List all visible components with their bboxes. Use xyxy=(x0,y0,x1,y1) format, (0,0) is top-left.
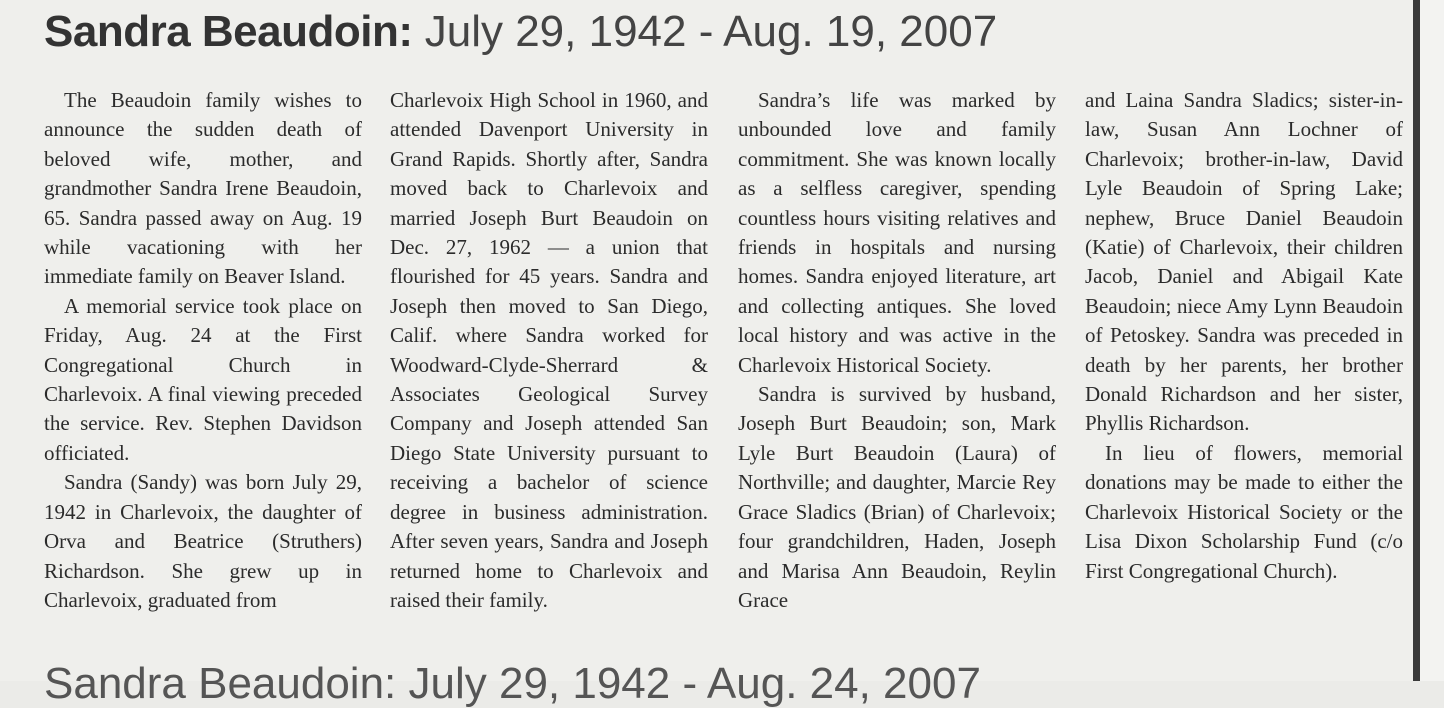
article-column-1 xyxy=(44,86,362,615)
paragraph-survivors-continued: and Laina Sandra Sladics; sister-in-law, Susan Ann Lochner of Charlevoix; brother-in-law, David Lyle Beaudoin of Spring Lake; nephew, Bruce Daniel Beaudoin (Katie) of Charlevoix, their children Jacob, Daniel and Abigail Kate Beaudoin; niece Amy Lynn Beaudoin of Petoskey. Sandra was preceded in death by her parents, her brother Donald Richardson and her sister, Phyllis Richardson. xyxy=(1085,88,1403,436)
paragraph-memorial-donations: In lieu of flowers, memorial donations may be made to either the Charlevoix Historical Society or the Lisa Dixon Scholarship Fund (c/o First Congregational Church). xyxy=(1085,440,1403,583)
obituary-headline xyxy=(44,2,1404,62)
headline-dates: July 29, 1942 - Aug. 19, 2007 xyxy=(424,7,998,56)
paragraph-memorial-service: A memorial service took place on Friday, Aug. 24 at the First Congregational Church in Charlevoix. A final viewing preceded the service. Rev. Stephen Davidson officiated. xyxy=(44,293,362,465)
column-rule xyxy=(1413,0,1420,681)
headline-name: Sandra Beaudoin: xyxy=(44,7,413,56)
paragraph-early-life-continued: Charlevoix High School in 1960, and attended Davenport University in Grand Rapids. Shortly after, Sandra moved back to Charlevoix and married Joseph Burt Beaudoin on Dec. 27, 1962 — a union that flourished for 45 years. Sandra and Joseph then moved to San Diego, Calif. where Sandra worked for Woodward-Clyde-Sherrard & Associates Geological Survey Company and Joseph attended San Diego State University pursuant to receiving a bachelor of science degree in business administration. After seven years, Sandra and Joseph returned home to Charlevoix and raised their family. xyxy=(390,88,708,612)
article-column-2 xyxy=(390,86,708,615)
paragraph-announcement: The Beaudoin family wishes to announce the sudden death of beloved wife, mother, and grandmother Sandra Irene Beaudoin, 65. Sandra passed away on Aug. 19 while vacationing with her immediate family on Beaver Island. xyxy=(44,88,362,289)
paragraph-survivors: Sandra is survived by husband, Joseph Burt Beaudoin; son, Mark Lyle Burt Beaudoin (Laura) of Northville; and daughter, Marcie Rey Grace Sladics (Brian) of Charlevoix; four grandchildren, Haden, Joseph and Marisa Ann Beaudoin, Reylin Grace xyxy=(738,382,1056,612)
cutoff-next-headline: Sandra Beaudoin: July 29, 1942 - Aug. 24, 2007 xyxy=(44,659,981,708)
paragraph-early-life: Sandra (Sandy) was born July 29, 1942 in Charlevoix, the daughter of Orva and Beatrice (Struthers) Richardson. She grew up in Charlevoix, graduated from xyxy=(44,470,362,612)
article-column-4 xyxy=(1085,86,1403,586)
article-column-3 xyxy=(738,86,1056,615)
paragraph-life-character: Sandra’s life was marked by unbounded love and family commitment. She was known locally as a selfless caregiver, spending countless hours visiting relatives and friends in hospitals and nursing homes. Sandra enjoyed literature, art and collecting antiques. She loved local history and was active in the Charlevoix Historical Society. xyxy=(738,88,1056,377)
